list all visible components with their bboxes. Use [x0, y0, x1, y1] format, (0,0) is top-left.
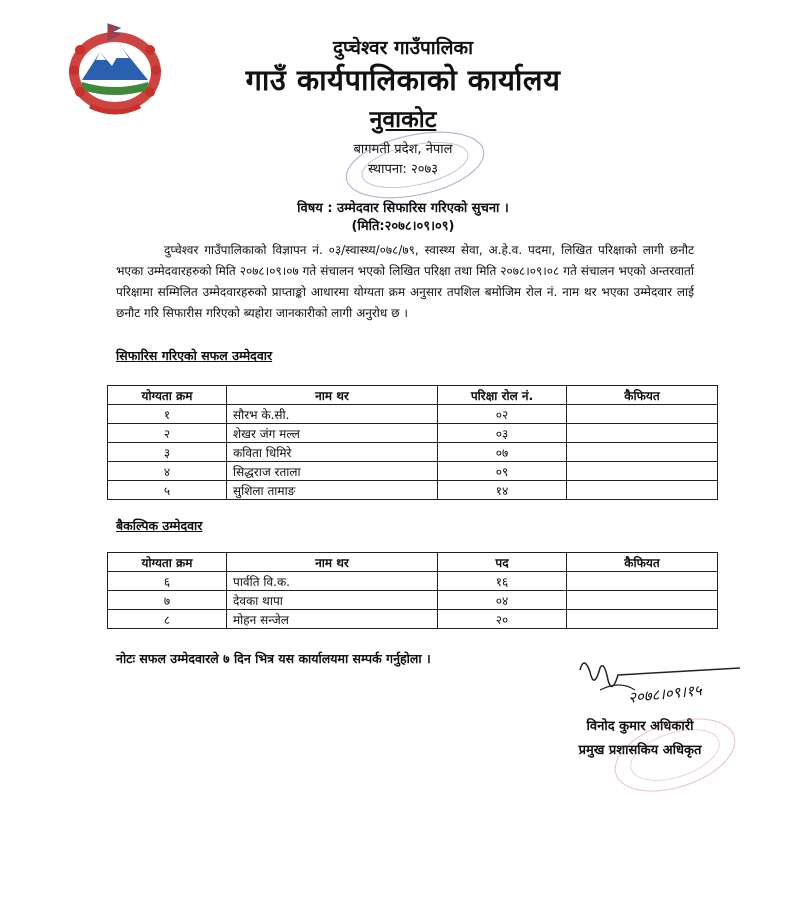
table-row	[108, 462, 718, 481]
cell-post: २०	[438, 610, 567, 629]
table-row	[108, 443, 718, 462]
header-remarks: कैफियत	[567, 553, 718, 572]
signatory-title: प्रमुख प्रशासकिय अधिकृत	[578, 743, 702, 758]
cell-remarks	[567, 591, 718, 610]
cell-name: पार्वति वि.क.	[227, 572, 438, 591]
cell-roll: ०२	[438, 405, 567, 424]
cell-roll: ०९	[438, 462, 567, 481]
table-row	[108, 424, 718, 443]
cell-rank: ३	[108, 443, 227, 462]
cell-rank: १	[108, 405, 227, 424]
cell-remarks	[567, 462, 718, 481]
cell-name: देवका थापा	[227, 591, 438, 610]
alternate-section-title: बैकल्पिक उम्मेदवार	[116, 518, 203, 533]
header-remarks: कैफियत	[567, 386, 718, 405]
recommended-section-title: सिफारिस गरिएको सफल उम्मेदवार	[116, 348, 273, 363]
table-row	[108, 591, 718, 610]
official-stamp	[600, 710, 750, 800]
cell-rank: ४	[108, 462, 227, 481]
province-line: बागमती प्रदेश, नेपाल	[353, 142, 453, 157]
notice-body: दुप्चेश्वर गाउँपालिकाको विज्ञापन नं. ०३/स्वास्थ्य/०७८/७९, स्वास्थ्य सेवा, अ.हे.व. पदमा, लिखित परिक्षाको लागी छनौट भएका उम्मेदवारहरुको मिति २०७८।०९।०७ गते संचालन भएको लिखित परिक्षा तथा मिति २०७८।०९।०८ गते संचालन भएको अन्तरवार्ता परिक्षामा सम्मिलित उम्मेदवारहरुको प्राप्ताङ्को आधारमा योग्यता क्रम अनुसार तपशिल बमोजिम रोल नं. नाम थर भएका उम्मेदवार लाई छनौट गरि सिफारीस गरिएको ब्यहोरा जानकारीको लागी अनुरोध छ ।	[116, 243, 694, 320]
handwritten-date: २०७८।०९।१५	[627, 681, 703, 707]
cell-roll: ०३	[438, 424, 567, 443]
cell-remarks	[567, 405, 718, 424]
table-row	[108, 405, 718, 424]
notice-date: (मिति:२०७८।०९।०९)	[351, 219, 455, 234]
header-name: नाम थर	[227, 553, 438, 572]
cell-name: सौरभ के.सी.	[227, 405, 438, 424]
district-name: नुवाकोट	[369, 107, 437, 133]
table-header-row	[108, 553, 718, 572]
established-line: स्थापना: २०७३	[368, 162, 438, 177]
table-header-row	[108, 386, 718, 405]
cell-remarks	[567, 424, 718, 443]
cell-name: कविता धिमिरे	[227, 443, 438, 462]
cell-roll: ०७	[438, 443, 567, 462]
alternate-table	[107, 552, 718, 629]
municipality-name: दुप्चेश्वर गाउँपालिका	[332, 37, 474, 59]
recommended-table	[107, 385, 718, 500]
table-row	[108, 610, 718, 629]
cell-post: ०४	[438, 591, 567, 610]
header-rank: योग्यता क्रम	[108, 386, 227, 405]
cell-rank: ५	[108, 481, 227, 500]
cell-post: १६	[438, 572, 567, 591]
table-row	[108, 572, 718, 591]
notice-subject-block	[0, 200, 806, 236]
cell-name: सुशिला तामाङ	[227, 481, 438, 500]
cell-remarks	[567, 443, 718, 462]
cell-rank: ७	[108, 591, 227, 610]
cell-remarks	[567, 572, 718, 591]
cell-name: सिद्धराज रताला	[227, 462, 438, 481]
cell-remarks	[567, 481, 718, 500]
office-title: गाउँ कार्यपालिकाको कार्यालय	[245, 63, 561, 97]
cell-name: शेखर जंग मल्ल	[227, 424, 438, 443]
cell-name: मोहन सन्जेल	[227, 610, 438, 629]
cell-rank: ८	[108, 610, 227, 629]
note-text: नोटः सफल उम्मेदवारले ७ दिन भित्र यस कार्यालयमा सम्पर्क गर्नुहोला ।	[116, 651, 431, 666]
header-name: नाम थर	[227, 386, 438, 405]
notice-subject: विषय : उम्मेदवार सिफारिस गरिएको सुचना ।	[297, 201, 509, 216]
office-stamp	[330, 120, 500, 210]
header-rank: योग्यता क्रम	[108, 553, 227, 572]
header-post: पद	[438, 553, 567, 572]
cell-rank: ६	[108, 572, 227, 591]
header-roll: परिक्षा रोल नं.	[438, 386, 567, 405]
cell-roll: १४	[438, 481, 567, 500]
cell-rank: २	[108, 424, 227, 443]
signatory-name: विनोद कुमार अधिकारी	[586, 719, 694, 734]
cell-remarks	[567, 610, 718, 629]
table-row	[108, 481, 718, 500]
